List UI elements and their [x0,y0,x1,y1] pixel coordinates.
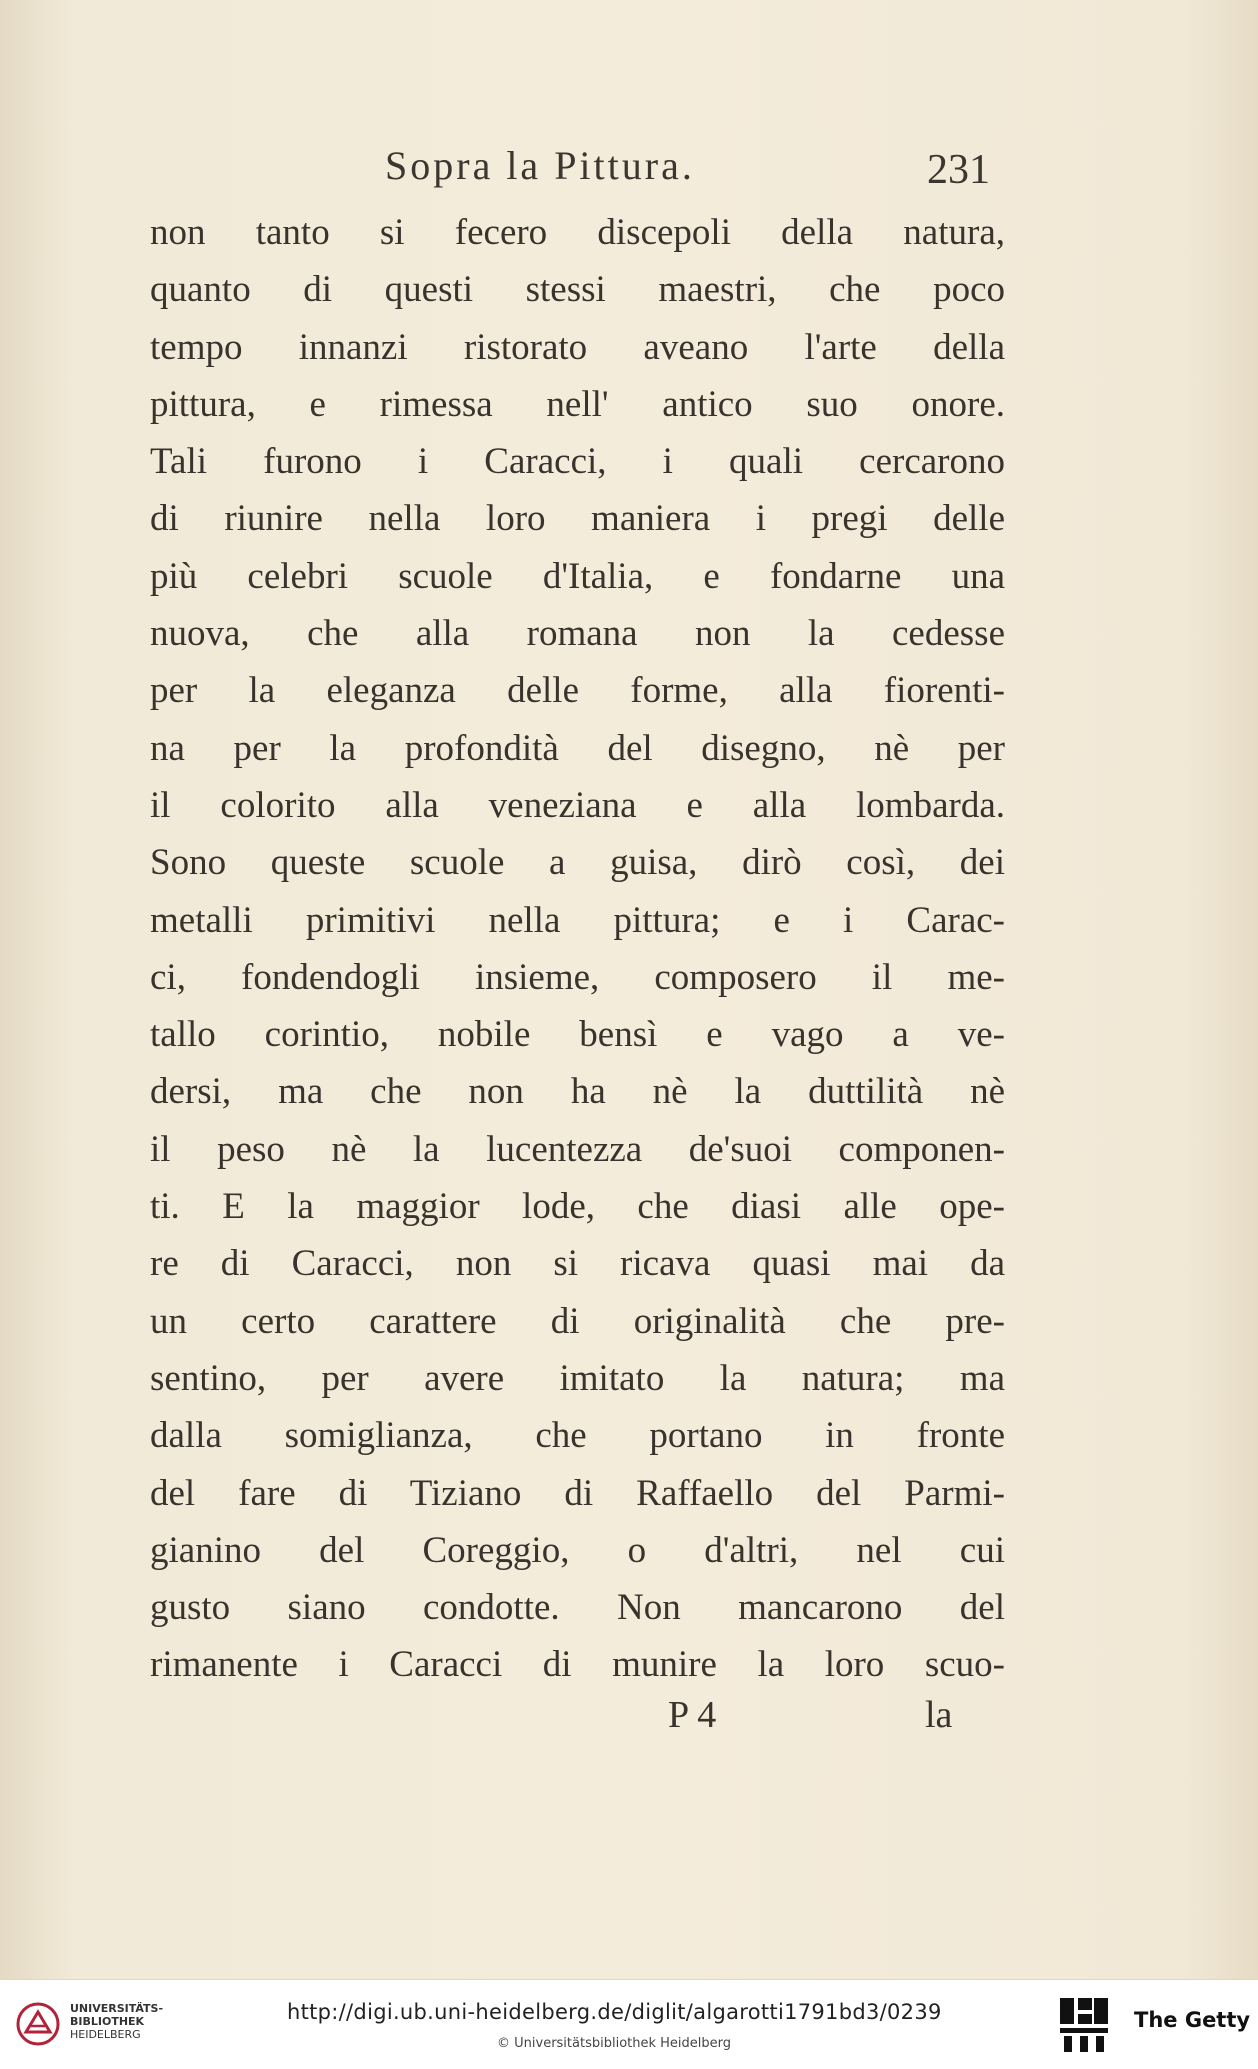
catchword: la [925,1694,953,1736]
text-line: ci, fondendogli insieme, composero il me- [150,956,1005,998]
copyright-notice: © Universitätsbibliothek Heidelberg [497,2036,732,2051]
text-line: gusto siano condotte. Non mancarono del [150,1587,1005,1629]
body-text [150,204,1005,1694]
library-name-line: UNIVERSITÄTS- [70,2002,164,2015]
text-line: il peso nè la lucentezza de'suoi componen- [150,1128,1005,1170]
text-line: un certo carattere di originalità che pre- [150,1300,1005,1342]
text-line: metalli primitivi nella pittura; e i Carac- [150,899,1005,941]
text-line: pittura, e rimessa nell' antico suo onore. [150,383,1005,425]
viewer-footer [0,1979,1258,2069]
university-library-logo-icon [16,2002,60,2046]
text-line: non tanto si fecero discepoli della natura, [150,212,1005,253]
text-line: gianino del Coreggio, o d'altri, nel cui [150,1529,1005,1571]
text-line: tempo innanzi ristorato aveano l'arte della [150,326,1005,368]
text-line: re di Caracci, non si ricava quasi mai da [150,1243,1005,1285]
text-line: quanto di questi stessi maestri, che poco [150,269,1005,311]
text-line: Tali furono i Caracci, i quali cercarono [150,441,1005,483]
text-line: ti. E la maggior lode, che diasi alle ope- [150,1186,1005,1228]
text-line: dalla somiglianza, che portano in fronte [150,1415,1005,1457]
text-line: dersi, ma che non ha nè la duttilità nè [150,1071,1005,1113]
text-line: di riunire nella loro maniera i pregi delle [150,498,1005,540]
permalink-url[interactable]: http://digi.ub.uni-heidelberg.de/diglit/algarotti1791bd3/0239 [287,2000,942,2024]
text-line: del fare di Tiziano di Raffaello del Parmi- [150,1472,1005,1514]
text-line: tallo corintio, nobile bensì e vago a ve- [150,1014,1005,1056]
library-name-line: BIBLIOTHEK [70,2015,145,2028]
text-line: na per la profondità del disegno, nè per [150,727,1005,769]
library-name [70,2002,163,2041]
signature-mark: P 4 [668,1694,717,1736]
library-name-line: HEIDELBERG [70,2028,141,2041]
text-line: per la eleganza delle forme, alla fiorenti- [150,670,1005,712]
text-line: rimanente i Caracci di munire la loro scuo- [150,1644,1005,1686]
text-line: nuova, che alla romana non la cedesse [150,613,1005,655]
running-head: Sopra la Pittura. [385,143,695,188]
text-line: il colorito alla veneziana e alla lombarda. [150,784,1005,826]
getty-logo-icon [1058,1994,1110,2056]
text-line: Sono queste scuole a guisa, dirò così, dei [150,842,1005,884]
page-number: 231 [927,147,990,193]
text-line: più celebri scuole d'Italia, e fondarne una [150,555,1005,597]
text-line: sentino, per avere imitato la natura; ma [150,1357,1005,1399]
getty-label: The Getty [1134,2008,1251,2032]
